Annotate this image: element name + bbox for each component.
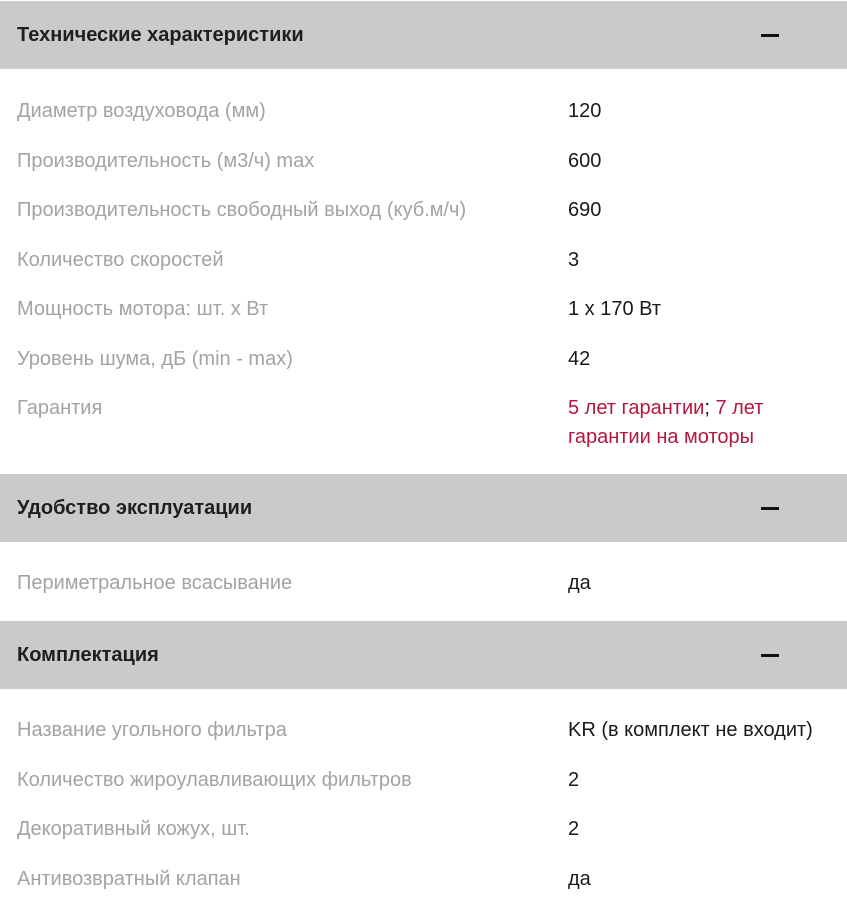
spec-label: Уровень шума, дБ (min - max) <box>17 347 293 370</box>
spec-value: KR (в комплект не входит) <box>568 719 813 741</box>
spec-row <box>0 345 847 374</box>
spec-value: да <box>568 867 591 890</box>
warranty-value <box>568 394 830 452</box>
spec-value: 120 <box>568 100 602 122</box>
section-body-package <box>0 689 847 914</box>
warranty-separator: ; <box>704 397 710 419</box>
spec-value: 1 x 170 Вт <box>568 298 661 320</box>
spec-label: Диаметр воздуховода (мм) <box>17 100 266 122</box>
section-body-technical <box>0 69 847 473</box>
spec-value: 2 <box>568 768 580 791</box>
motor-warranty-link[interactable]: 7 лет гарантии на моторы <box>568 397 764 448</box>
spec-value: 2 <box>568 818 580 840</box>
section-header-technical[interactable] <box>0 1 847 69</box>
section-header-convenience[interactable] <box>0 474 847 542</box>
spec-row <box>0 716 847 745</box>
spec-row <box>0 246 847 275</box>
minus-icon[interactable] <box>761 654 779 657</box>
spec-row <box>0 196 847 225</box>
spec-label: Мощность мотора: шт. x Вт <box>17 298 269 320</box>
spec-value: 3 <box>568 248 580 271</box>
section-title-technical: Технические характеристики <box>17 23 304 46</box>
spec-label: Производительность свободный выход (куб.м/ч) <box>17 199 467 221</box>
spec-row <box>0 766 847 795</box>
spec-value: 42 <box>568 347 591 370</box>
spec-row <box>0 815 847 844</box>
spec-value: 690 <box>568 199 602 221</box>
spec-label: Периметральное всасывание <box>17 572 293 594</box>
spec-row <box>0 97 847 126</box>
section-title-convenience: Удобство эксплуатации <box>17 496 253 519</box>
spec-label: Количество скоростей <box>17 248 224 271</box>
spec-row <box>0 147 847 176</box>
spec-row <box>0 295 847 324</box>
section-body-convenience <box>0 542 847 598</box>
spec-label: Название угольного фильтра <box>17 719 287 741</box>
spec-row <box>0 569 847 598</box>
spec-row-warranty <box>0 394 847 452</box>
section-header-package[interactable] <box>0 621 847 689</box>
spec-row <box>0 865 847 894</box>
section-title-package: Комплектация <box>17 643 159 666</box>
spec-label: Антивозвратный клапан <box>17 867 241 890</box>
minus-icon[interactable] <box>761 34 779 37</box>
spec-label: Количество жироулавливающих фильтров <box>17 768 412 791</box>
spec-label: Гарантия <box>17 397 103 419</box>
warranty-link[interactable]: 5 лет гарантии <box>568 397 705 419</box>
minus-icon[interactable] <box>761 507 779 510</box>
spec-value: да <box>568 572 591 594</box>
spec-label: Производительность (м3/ч) max <box>17 149 315 172</box>
spec-label: Декоративный кожух, шт. <box>17 818 250 840</box>
spec-value: 600 <box>568 149 602 172</box>
